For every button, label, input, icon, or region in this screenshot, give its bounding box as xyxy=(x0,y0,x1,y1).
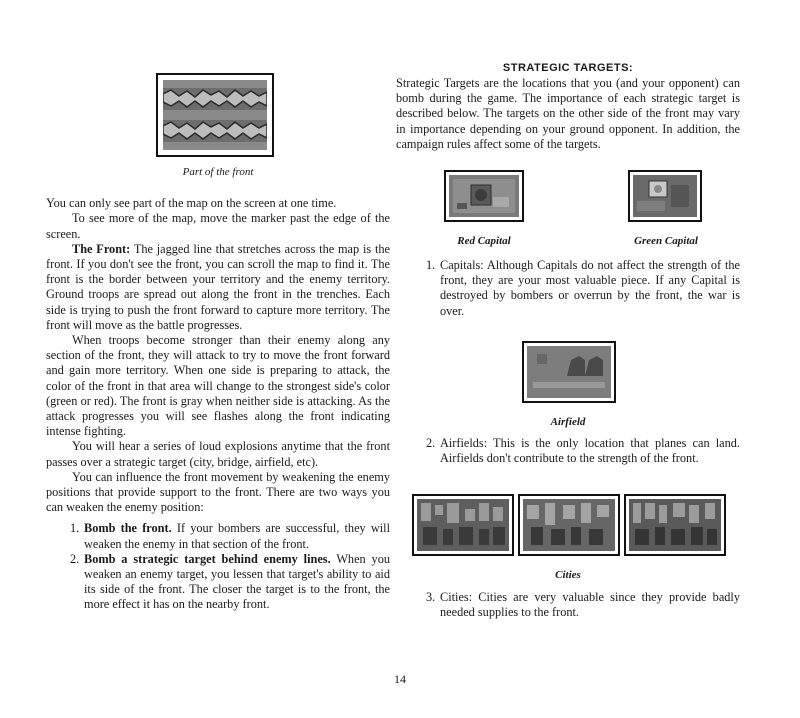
capitals-figure-row xyxy=(396,170,740,256)
paragraph-explosions: You will hear a series of loud explosions anytime that the front passes over a strategic target (city, bridge, airfield, etc). xyxy=(46,439,390,469)
list-item: 2. Bomb a strategic target behind enemy lines. When you weaken an enemy target, you lessen that target's ability to aid its side of the front. The closer the target is to the front, the more effect it has on the nearby front. xyxy=(70,551,391,612)
the-front-text: The jagged line that stretches across the map is the front. If you don't see the front, you can scroll the map to find it. The front is the border between your territory and the enemy territory. Ground troops are spread out along the front in the trenches. Each side is trying to push the front forward to capture more territory. The front will move as the battle progresses. xyxy=(46,241,390,332)
right-column xyxy=(396,62,740,620)
left-column xyxy=(46,68,390,613)
city-image-3 xyxy=(624,494,726,556)
paragraph-attack: When troops become stronger than their enemy along any section of the front, they will attack to try to move the front forward and gain more territory. When one side is preparing to attack, the color of the front in that area will change to the strongest side's color (green or red). The front is gray when neither side is attacking. As the attack progresses you will see flashes along the front indicating intense fighting. xyxy=(46,333,390,439)
cities-item: 3. Cities: Cities are very valuable since they provide badly needed supplies to the front. xyxy=(426,589,740,619)
weaken-methods-list xyxy=(70,521,390,612)
airfields-text: Airfields: This is the only location that planes can land. Airfields don't contribute to the strength of the front. xyxy=(440,436,740,466)
paragraph-influence: You can influence the front movement by weakening the enemy positions that provide support to the front. There are two ways you can weaken the enemy position: xyxy=(46,469,390,515)
page-number: 14 xyxy=(394,672,406,686)
airfield-image xyxy=(522,341,616,403)
cities-figure-row xyxy=(412,494,740,556)
the-front-term: The Front: xyxy=(72,241,131,256)
green-capital-image xyxy=(628,170,702,222)
airfields-item: 2. Airfields: This is the only location that planes can land. Airfields don't contribute to the strength of the front. xyxy=(426,436,740,466)
paragraph-move-marker: To see more of the map, move the marker past the edge of the screen. xyxy=(46,211,390,241)
strategic-targets-intro: Strategic Targets are the locations that you (and your opponent) can bomb during the game. The importance of each strategic target is described below. The targets on the other side of the front may vary in importance depending on your ground opponent. In addition, the campaign rules affect some of the targets. xyxy=(396,76,740,151)
green-capital-caption: Green Capital xyxy=(634,235,698,248)
strategic-targets-heading: STRATEGIC TARGETS: xyxy=(502,62,634,74)
list-item-title: Bomb a strategic target behind enemy lines. xyxy=(84,551,331,566)
paragraph-the-front xyxy=(46,242,390,333)
paragraph-screen: You can only see part of the map on the screen at one time. xyxy=(46,196,337,211)
city-image-2 xyxy=(518,494,620,556)
list-item-title: Bomb the front. xyxy=(84,521,172,536)
red-capital-caption: Red Capital xyxy=(457,235,511,248)
front-figure-caption: Part of the front xyxy=(182,166,254,178)
list-item-text: When you weaken an enemy target, you lessen that target's ability to aid its side of the front. The closer the target is to the front, the more effect it has on the nearby front. xyxy=(84,551,391,612)
red-capital-image xyxy=(444,170,524,222)
list-item: 1. Bomb the front. If your bombers are successful, they will weaken the enemy in that section of the front. xyxy=(70,521,390,551)
front-figure xyxy=(156,73,274,157)
cities-caption: Cities xyxy=(555,569,581,582)
capitals-item: 1. Capitals: Although Capitals do not affect the strength of the front, they are your most valuable piece. If any Capital is destroyed by bombers or overrun by the front, the war is over. xyxy=(426,258,740,318)
front-map-image xyxy=(163,80,267,150)
list-item-text: If your bombers are successful, they will weaken the enemy in that section of the front. xyxy=(84,521,390,551)
cities-text: Cities: Cities are very valuable since they provide badly needed supplies to the front. xyxy=(440,589,740,619)
city-image-1 xyxy=(412,494,514,556)
capitals-text: Capitals: Although Capitals do not affect the strength of the front, they are your most valuable piece. If any Capital is destroyed by bombers or overrun by the front, the war is over. xyxy=(440,258,740,318)
airfield-caption: Airfield xyxy=(550,415,586,428)
